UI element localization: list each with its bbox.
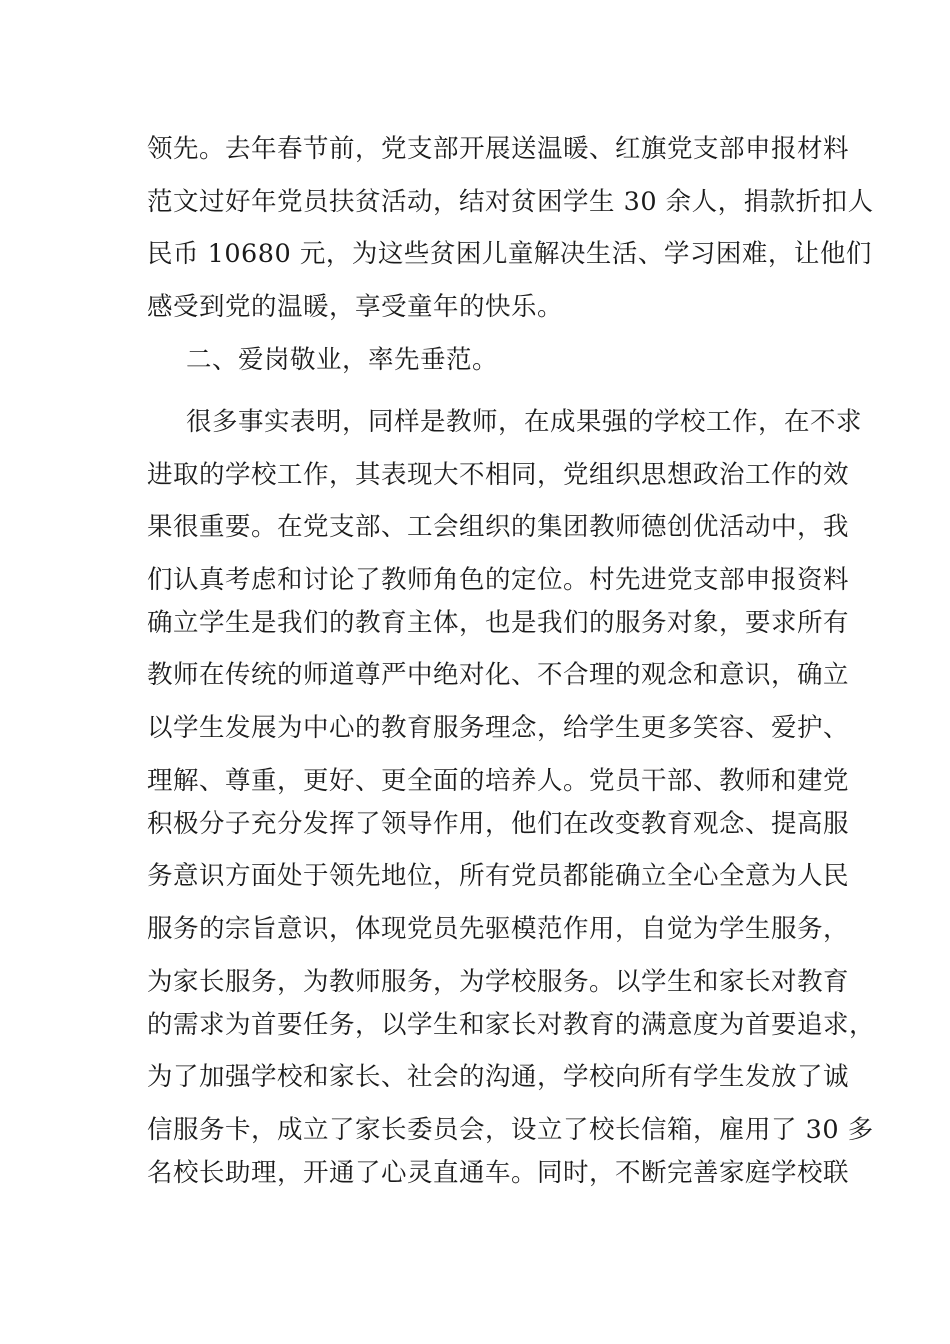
text-line: 教师在传统的师道尊严中绝对化、不合理的观念和意识，确立 (147, 660, 850, 690)
text-line: 服务的宗旨意识，体现党员先驱模范作用，自觉为学生服务， (147, 914, 850, 944)
text-line: 民币 10680 元，为这些贫困儿童解决生活、学习困难，让他们 (147, 239, 872, 269)
text-line: 进取的学校工作，其表现大不相同，党组织思想政治工作的效 (147, 460, 850, 490)
text-line: 确立学生是我们的教育主体，也是我们的服务对象，要求所有 (147, 608, 850, 638)
text-line: 们认真考虑和讨论了教师角色的定位。村先进党支部申报资料 (147, 565, 850, 595)
text-line: 积极分子充分发挥了领导作用，他们在改变教育观念、提高服 (147, 809, 850, 839)
text-line: 的需求为首要任务，以学生和家长对教育的满意度为首要追求， (147, 1010, 876, 1040)
text-line: 以学生发展为中心的教育服务理念，给学生更多笑容、爱护、 (147, 713, 850, 743)
text-line: 范文过好年党员扶贫活动，结对贫困学生 30 余人，捐款折扣人 (147, 187, 874, 217)
text-line: 很多事实表明，同样是教师，在成果强的学校工作，在不求 (186, 407, 863, 437)
text-line: 为了加强学校和家长、社会的沟通，学校向所有学生发放了诚 (147, 1062, 850, 1092)
text-line: 领先。去年春节前，党支部开展送温暖、红旗党支部申报材料 (147, 134, 850, 164)
text-line: 信服务卡，成立了家长委员会，设立了校长信箱，雇用了 30 多 (147, 1115, 874, 1145)
text-line: 名校长助理，开通了心灵直通车。同时，不断完善家庭学校联 (147, 1158, 850, 1188)
text-line: 务意识方面处于领先地位，所有党员都能确立全心全意为人民 (147, 861, 850, 891)
text-line: 感受到党的温暖，享受童年的快乐。 (147, 292, 564, 322)
text-line: 理解、尊重，更好、更全面的培养人。党员干部、教师和建党 (147, 766, 850, 796)
text-line: 为家长服务，为教师服务，为学校服务。以学生和家长对教育 (147, 967, 850, 997)
section-heading: 二、爱岗敬业，率先垂范。 (186, 345, 499, 375)
text-line: 果很重要。在党支部、工会组织的集团教师德创优活动中，我 (147, 512, 850, 542)
